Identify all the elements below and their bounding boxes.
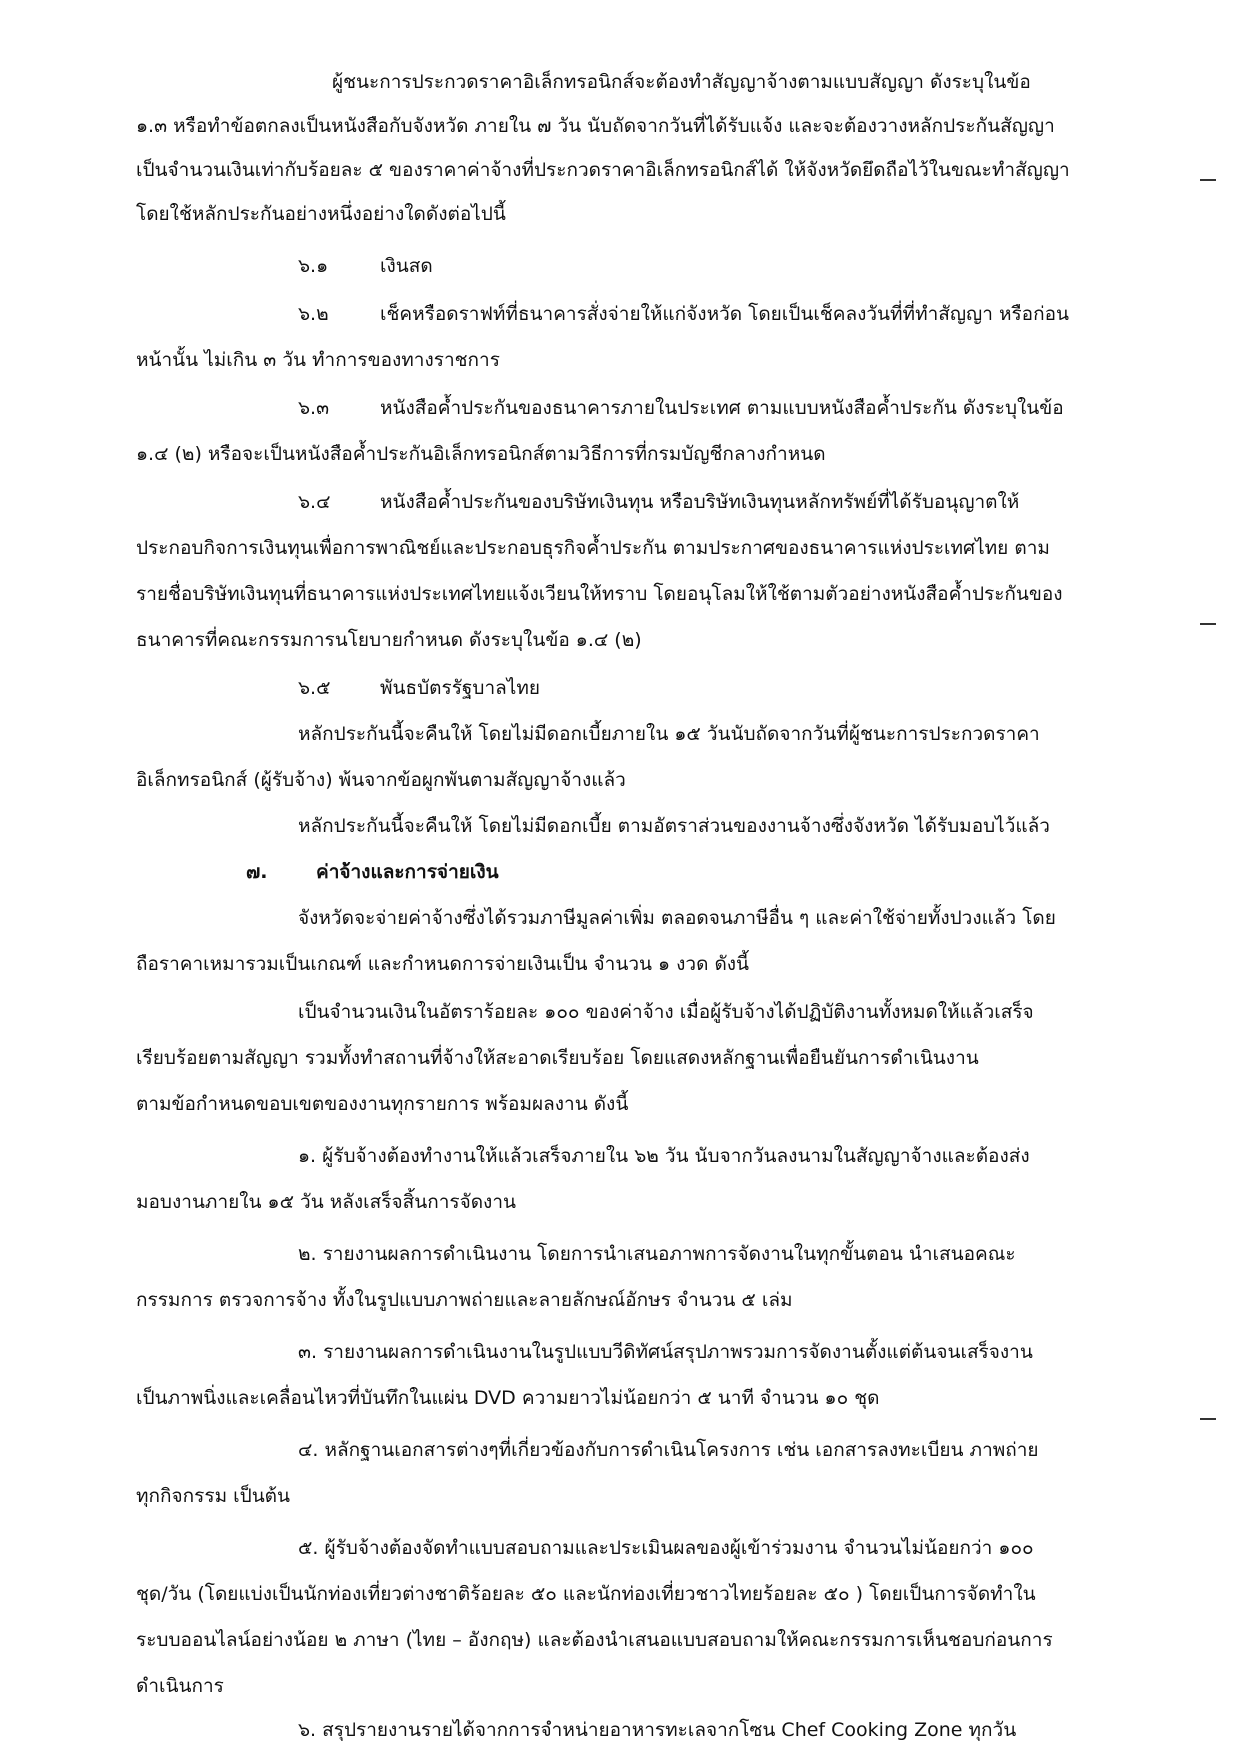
list-item-5: ๕. ผู้รับจ้างต้องจัดทำแบบสอบถามและประเมินผลของผู้เข้าร่วมงาน จำนวนไม่น้อยกว่า ๑๐๐ — [298, 1537, 1034, 1559]
section-number: ๗. — [246, 861, 268, 883]
clause-text: หนังสือค้ำประกันของธนาคารภายในประเทศ ตามแบบหนังสือค้ำประกัน ดังระบุในข้อ — [380, 397, 1064, 419]
paragraph-line: ตามข้อกำหนดขอบเขตของงานทุกรายการ พร้อมผลงาน ดังนี้ — [136, 1093, 629, 1115]
clause-text: เช็คหรือดราฟท์ที่ธนาคารสั่งจ่ายให้แก่จังหวัด โดยเป็นเช็คลงวันที่ที่ทำสัญญา หรือก่อน — [380, 303, 1070, 325]
paragraph-line: เรียบร้อยตามสัญญา รวมทั้งทำสถานที่จ้างให้สะอาดเรียบร้อย โดยแสดงหลักฐานเพื่อยืนยันการดำเนินงาน — [136, 1047, 979, 1069]
paragraph-line: กรรมการ ตรวจการจ้าง ทั้งในรูปแบบภาพถ่ายและลายลักษณ์อักษร จำนวน ๕ เล่ม — [136, 1289, 793, 1311]
list-item-2: ๒. รายงานผลการดำเนินงาน โดยการนำเสนอภาพการจัดงานในทุกขั้นตอน นำเสนอคณะ — [298, 1243, 1016, 1265]
paragraph-line: หลักประกันนี้จะคืนให้ โดยไม่มีดอกเบี้ย ตามอัตราส่วนของงานจ้างซึ่งจังหวัด ได้รับมอบไว้แล้ว — [298, 815, 1050, 837]
clause-number: ๖.๑ — [298, 255, 329, 277]
list-item-1: ๑. ผู้รับจ้างต้องทำงานให้แล้วเสร็จภายใน ๖๒ วัน นับจากวันลงนามในสัญญาจ้างและต้องส่ง — [298, 1145, 1030, 1167]
paragraph-line: โดยใช้หลักประกันอย่างหนึ่งอย่างใดดังต่อไปนี้ — [136, 203, 506, 225]
clause-text: หนังสือค้ำประกันของบริษัทเงินทุน หรือบริษัทเงินทุนหลักทรัพย์ที่ได้รับอนุญาตให้ — [380, 491, 1020, 513]
clause-number: ๖.๔ — [298, 491, 331, 513]
margin-mark — [1200, 623, 1216, 625]
paragraph-line: ดำเนินการ — [136, 1675, 224, 1697]
clause-6-5 — [298, 674, 540, 702]
paragraph-line: มอบงานภายใน ๑๕ วัน หลังเสร็จสิ้นการจัดงาน — [136, 1191, 516, 1213]
paragraph-line: ประกอบกิจการเงินทุนเพื่อการพาณิชย์และประกอบธุรกิจค้ำประกัน ตามประกาศของธนาคารแห่งประเทศไทย ตาม — [136, 537, 1050, 559]
paragraph-line: จังหวัดจะจ่ายค่าจ้างซึ่งได้รวมภาษีมูลค่าเพิ่ม ตลอดจนภาษีอื่น ๆ และค่าใช้จ่ายทั้งปวงแล้ว โดย — [298, 907, 1056, 929]
clause-number: ๖.๕ — [298, 677, 331, 699]
paragraph-line: ๑.๔ (๒) หรือจะเป็นหนังสือค้ำประกันอิเล็กทรอนิกส์ตามวิธีการที่กรมบัญชีกลางกำหนด — [136, 443, 826, 465]
paragraph-line: ๑.๓ หรือทำข้อตกลงเป็นหนังสือกับจังหวัด ภายใน ๗ วัน นับถัดจากวันที่ได้รับแจ้ง และจะต้องวางหลักประกันสัญญา — [136, 115, 1055, 137]
paragraph-line: อิเล็กทรอนิกส์ (ผู้รับจ้าง) พ้นจากข้อผูกพันตามสัญญาจ้างแล้ว — [136, 769, 626, 791]
list-item-3: ๓. รายงานผลการดำเนินงานในรูปแบบวีดิทัศน์สรุปภาพรวมการจัดงานตั้งแต่ต้นจนเสร็จงาน — [298, 1341, 1033, 1363]
paragraph-line: ผู้ชนะการประกวดราคาอิเล็กทรอนิกส์จะต้องทำสัญญาจ้างตามแบบสัญญา ดังระบุในข้อ — [332, 71, 1031, 93]
clause-text: เงินสด — [380, 255, 433, 277]
paragraph-line: ถือราคาเหมารวมเป็นเกณฑ์ และกำหนดการจ่ายเงินเป็น จำนวน ๑ งวด ดังนี้ — [136, 953, 750, 975]
clause-text: พันธบัตรรัฐบาลไทย — [380, 677, 540, 699]
clause-6-2 — [298, 300, 1069, 328]
paragraph-line: หลักประกันนี้จะคืนให้ โดยไม่มีดอกเบี้ยภายใน ๑๕ วันนับถัดจากวันที่ผู้ชนะการประกวดราคา — [298, 723, 1040, 745]
margin-mark — [1200, 1418, 1216, 1420]
clause-6-1 — [298, 252, 433, 280]
paragraph-line: ธนาคารที่คณะกรรมการนโยบายกำหนด ดังระบุในข้อ ๑.๔ (๒) — [136, 629, 642, 651]
paragraph-line: ชุด/วัน (โดยแบ่งเป็นนักท่องเที่ยวต่างชาติร้อยละ ๕๐ และนักท่องเที่ยวชาวไทยร้อยละ ๕๐ ) โดยเป็นการจัดทำใน — [136, 1583, 1036, 1605]
paragraph-line: รายชื่อบริษัทเงินทุนที่ธนาคารแห่งประเทศไทยแจ้งเวียนให้ทราบ โดยอนุโลมให้ใช้ตามตัวอย่างหนังสือค้ำประกันของ — [136, 583, 1063, 605]
margin-mark — [1200, 179, 1216, 181]
section-7-heading — [246, 858, 499, 886]
paragraph-line: ทุกกิจกรรม เป็นต้น — [136, 1485, 291, 1507]
clause-number: ๖.๒ — [298, 303, 329, 325]
list-item-4: ๔. หลักฐานเอกสารต่างๆที่เกี่ยวข้องกับการดำเนินโครงการ เช่น เอกสารลงทะเบียน ภาพถ่าย — [298, 1439, 1039, 1461]
clause-6-4 — [298, 488, 1019, 516]
section-title: ค่าจ้างและการจ่ายเงิน — [316, 861, 499, 883]
paragraph-line: ระบบออนไลน์อย่างน้อย ๒ ภาษา (ไทย – อังกฤษ) และต้องนำเสนอแบบสอบถามให้คณะกรรมการเห็นชอบก่อนการ — [136, 1629, 1053, 1651]
clause-number: ๖.๓ — [298, 397, 330, 419]
paragraph-line: เป็นจำนวนเงินเท่ากับร้อยละ ๕ ของราคาค่าจ้างที่ประกวดราคาอิเล็กทรอนิกส์ได้ ให้จังหวัดยึดถือไว้ในขณะทำสัญญา — [136, 159, 1070, 181]
paragraph-line: เป็นจำนวนเงินในอัตราร้อยละ ๑๐๐ ของค่าจ้าง เมื่อผู้รับจ้างได้ปฏิบัติงานทั้งหมดให้แล้วเสร็จ — [298, 1001, 1034, 1023]
list-item-6: ๖. สรุปรายงานรายได้จากการจำหน่ายอาหารทะเลจากโซน Chef Cooking Zone ทุกวัน — [298, 1719, 1017, 1741]
paragraph-line: เป็นภาพนิ่งและเคลื่อนไหวที่บันทึกในแผ่น DVD ความยาวไม่น้อยกว่า ๕ นาที จำนวน ๑๐ ชุด — [136, 1387, 880, 1409]
paragraph-line: หน้านั้น ไม่เกิน ๓ วัน ทำการของทางราชการ — [136, 349, 500, 371]
clause-6-3 — [298, 394, 1064, 422]
